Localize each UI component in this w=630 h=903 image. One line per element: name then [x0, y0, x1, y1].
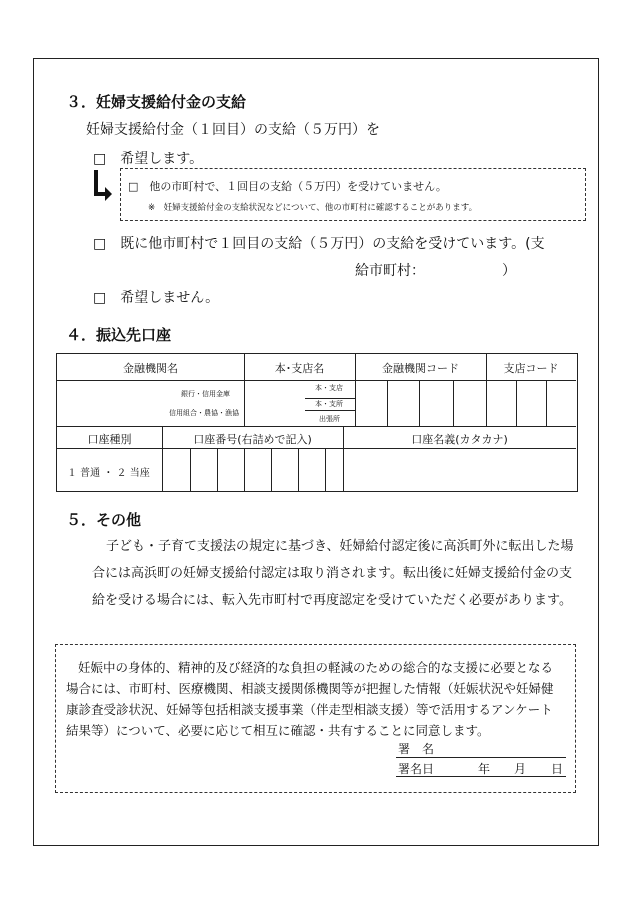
branch-type-outpost: 出張所 [319, 415, 340, 423]
consent-line4: 結果等）について、必要に応じて相互に確認・共有することに同意します。 [66, 723, 490, 738]
arrow-down-right-icon [92, 170, 112, 204]
section4-heading: ４．振込先口座 [66, 326, 172, 344]
consent-line1: 妊娠中の身体的、精神的及び経済的な負担の軽減のための総合的な支援に必要となる [78, 660, 554, 675]
branch-name-header: 本･支店名 [274, 362, 325, 375]
sign-date-label: 署名日 [398, 762, 435, 776]
bank-account-table [56, 353, 578, 492]
consent-line2: 場合には、市町村、医療機関、相談支援関係機関等が把握した情報（妊娠状況や妊婦健 [66, 681, 554, 696]
branch-type-main: 本・支店 [315, 384, 343, 392]
option-already-checkbox[interactable]: □ 既に他市町村で１回目の支給（５万円）の支給を受けています。(支 [93, 236, 545, 252]
bank-code-header: 金融機関コード [382, 362, 459, 375]
condition-note-box [120, 168, 586, 221]
section3-intro: 妊婦支援給付金（１回目）の支給（５万円）を [86, 122, 380, 138]
bank-type-union: 信用組合・農協・漁協 [169, 409, 239, 417]
signature-label: 署 名 [398, 742, 435, 756]
signature-line[interactable] [396, 757, 566, 758]
branch-type-office: 本・支所 [315, 400, 343, 408]
option-wish-checkbox[interactable]: □ 希望します。 [93, 151, 204, 167]
section3-heading: ３．妊婦支援給付金の支給 [66, 93, 247, 111]
section5-line3: 給を受ける場合には、転入先市町村で再度認定を受けていただく必要があります。 [92, 593, 572, 608]
sign-day-label: 日 [551, 762, 564, 776]
sign-year-label: 年 [478, 762, 491, 776]
paying-municipality-field[interactable]: 給市町村： ） [355, 263, 516, 279]
account-number-header: 口座番号(右詰めで記入) [193, 433, 312, 446]
section5-line2: 合には高浜町の妊婦支援給付認定は取り消されます。転出後に妊婦支援給付金の支 [92, 566, 572, 581]
bank-type-bank: 銀行・信用金庫 [181, 390, 230, 398]
condition-checkbox[interactable]: □ 他の市町村で、１回目の支給（５万円）を受けていません。 [128, 180, 447, 193]
sign-month-label: 月 [514, 762, 527, 776]
section5-line1: 子ども・子育て支援法の規定に基づき、妊婦給付認定後に高浜町外に転出した場 [106, 539, 574, 554]
consent-line3: 康診査受診状況、妊婦等包括相談支援事業（伴走型相談支援）等で活用するアンケート [66, 702, 553, 717]
account-type-header: 口座種別 [87, 433, 132, 446]
branch-code-header: 支店コード [503, 362, 559, 375]
account-type-options[interactable]: １ 普通 ・ ２ 当座 [67, 468, 150, 479]
bank-name-header: 金融機関名 [123, 362, 178, 375]
condition-note: ※ 妊婦支援給付金の支給状況などについて、他の市町村に確認することがあります。 [148, 203, 478, 213]
sign-date-line[interactable] [396, 776, 566, 777]
section5-heading: ５．その他 [66, 511, 142, 529]
option-decline-checkbox[interactable]: □ 希望しません。 [93, 290, 220, 306]
account-holder-header: 口座名義(カタカナ) [411, 433, 508, 446]
